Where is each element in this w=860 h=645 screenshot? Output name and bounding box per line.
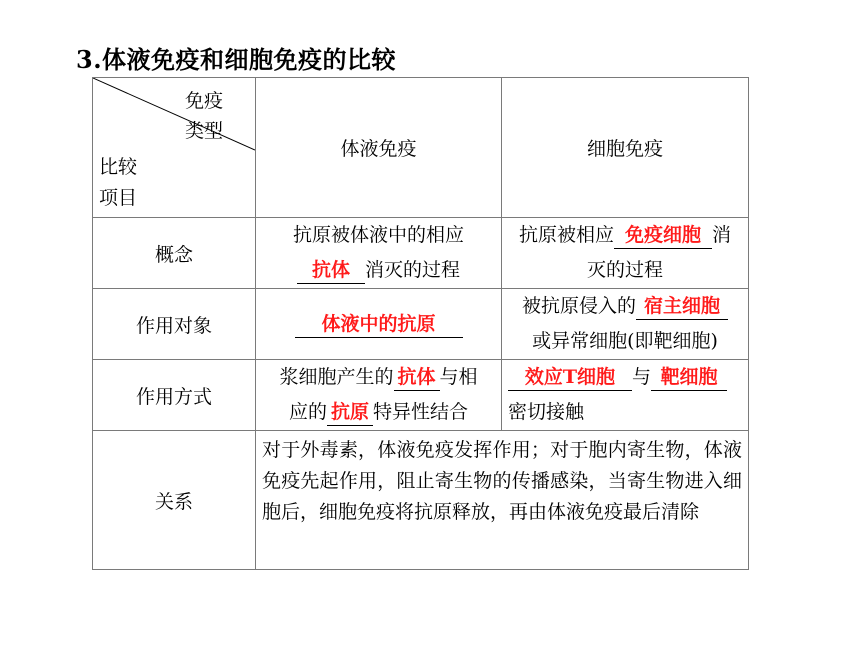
cell-target-humoral	[256, 289, 502, 360]
table-row-relation	[93, 431, 749, 570]
header-item-label: 比较 项目	[99, 156, 138, 209]
diagonal-header-cell	[93, 78, 256, 218]
cell-mode-cellular: 效应T细胞 与 靶细胞 密切接触	[502, 360, 749, 431]
row-label-mode: 作用方式	[93, 360, 256, 431]
answer-blank	[651, 364, 727, 391]
row-label-target: 作用对象	[93, 289, 256, 360]
table-row-target	[93, 289, 749, 360]
answer-text: 靶细胞	[660, 366, 718, 388]
answer-text: 效应T细胞	[524, 366, 616, 388]
cell-concept-humoral: 抗原被体液中的相应 抗体 消灭的过程	[256, 218, 502, 289]
table-header-row	[93, 78, 749, 218]
cell-target-cellular: 被抗原侵入的 宿主细胞 或异常细胞(即靶细胞)	[502, 289, 749, 360]
column-header-cellular: 细胞免疫	[502, 78, 749, 218]
cell-mode-humoral: 浆细胞产生的 抗体 与相 应的 抗原 特异性结合	[256, 360, 502, 431]
table-row-concept	[93, 218, 749, 289]
cell-relation-text: 对于外毒素，体液免疫发挥作用；对于胞内寄生物，体液免疫先起作用，阻止寄生物的传播感染，当寄生物进入细胞后，细胞免疫将抗原释放，再由体液免疫最后清除	[256, 431, 749, 570]
row-label-concept: 概念	[93, 218, 256, 289]
comparison-table	[92, 77, 749, 570]
answer-blank	[295, 311, 463, 338]
header-type-label: 免疫 类型	[185, 90, 224, 142]
answer-blank	[614, 222, 712, 249]
answer-blank	[327, 399, 373, 426]
answer-text: 宿主细胞	[643, 295, 720, 317]
answer-text: 免疫细胞	[624, 224, 701, 246]
answer-blank	[297, 257, 365, 284]
row-label-relation: 关系	[93, 431, 256, 570]
answer-blank	[636, 293, 728, 320]
column-header-humoral: 体液免疫	[256, 78, 502, 218]
page-title: 3.体液免疫和细胞免疫的比较	[76, 45, 397, 74]
answer-text: 体液中的抗原	[321, 312, 436, 335]
answer-blank	[394, 364, 440, 391]
answer-text: 抗体	[397, 366, 436, 388]
table-row-mode	[93, 360, 749, 431]
answer-text: 抗原	[330, 401, 369, 423]
answer-blank	[508, 364, 632, 391]
answer-text: 抗体	[311, 259, 350, 281]
cell-concept-cellular: 抗原被相应 免疫细胞 消 灭的过程	[502, 218, 749, 289]
